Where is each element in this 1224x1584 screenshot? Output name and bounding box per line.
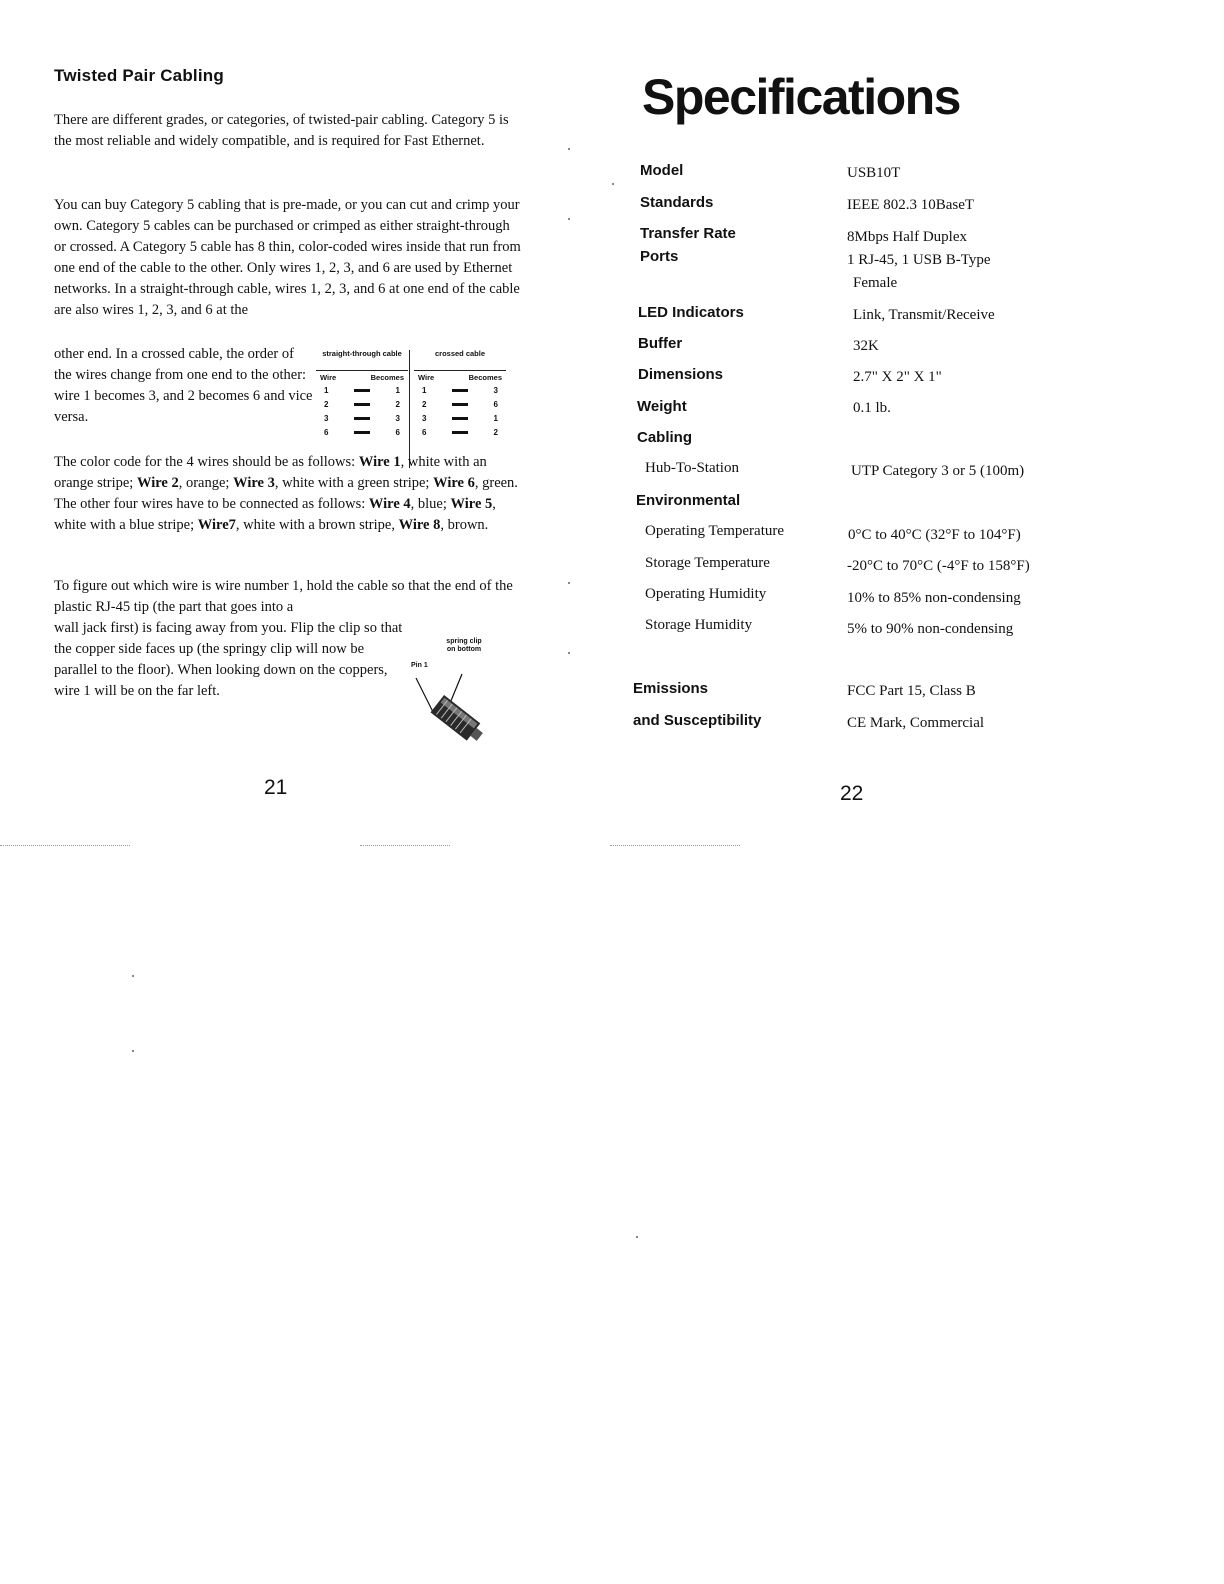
pin1-label: Pin 1 bbox=[411, 662, 428, 669]
wire-to: 1 bbox=[493, 413, 498, 423]
wire-to: 2 bbox=[493, 427, 498, 437]
wire-to: 6 bbox=[395, 427, 400, 437]
paragraph-wire-number: To figure out which wire is wire number 1, hold the cable so that the end of the plastic RJ-45 tip (the part that goes into a bbox=[54, 578, 513, 615]
arrow-icon bbox=[354, 389, 370, 392]
table-row bbox=[316, 397, 408, 411]
arrow-icon bbox=[354, 403, 370, 406]
table-row bbox=[316, 411, 408, 425]
crossed-column bbox=[414, 350, 506, 439]
spec-value-ports: 1 RJ-45, 1 USB B-Type bbox=[847, 252, 991, 268]
table-row bbox=[414, 425, 506, 439]
scan-artifact bbox=[132, 975, 134, 977]
paragraph-crossed-cable: other end. In a crossed cable, the order of the wires change from one end to the other: wire 1 becomes 3, and 2 becomes 6 and vice versa. bbox=[54, 346, 313, 425]
col-becomes: Becomes bbox=[370, 373, 404, 382]
page-number: 21 bbox=[264, 776, 288, 799]
table-header bbox=[414, 370, 506, 383]
spec-label-ports: Ports bbox=[640, 248, 679, 265]
wire-from: 2 bbox=[324, 399, 329, 409]
spec-label-storage-humidity: Storage Humidity bbox=[645, 617, 753, 633]
arrow-icon bbox=[452, 389, 468, 392]
wire-to: 6 bbox=[493, 399, 498, 409]
paragraph-category5: You can buy Category 5 cabling that is pre-made, or you can cut and crimp your own. Category 5 cables can be purchased or crimped as either straight-through or crossed. A Category 5 cable has 8 thin, color-coded wires inside that run from one end of the cable to the other. Only wires 1, 2, 3, and 6 are used by Ethernet networks. In a straight-through cable, wires 1, 2, 3, and 6 at one end of the cable are also wires 1, 2, 3, and 6 at the bbox=[54, 197, 521, 318]
spec-value-storage-temperature: -20°C to 70°C (-4°F to 158°F) bbox=[847, 558, 1030, 574]
col-wire: Wire bbox=[418, 373, 435, 382]
wire-from: 3 bbox=[324, 413, 329, 423]
wire-to: 3 bbox=[395, 413, 400, 423]
spec-label-storage-temperature: Storage Temperature bbox=[645, 555, 770, 571]
spec-value-operating-temperature: 0°C to 40°C (32°F to 104°F) bbox=[848, 527, 1021, 543]
spec-value-hub-to-station: UTP Category 3 or 5 (100m) bbox=[851, 463, 1025, 479]
table-row bbox=[414, 411, 506, 425]
scan-artifact bbox=[568, 218, 570, 220]
spec-value-susceptibility: CE Mark, Commercial bbox=[847, 715, 985, 731]
scan-artifact bbox=[568, 148, 570, 150]
spec-value-buffer: 32K bbox=[853, 338, 879, 354]
spec-value-ports-line2: Female bbox=[853, 275, 898, 291]
wire-from: 2 bbox=[422, 399, 427, 409]
arrow-icon bbox=[452, 417, 468, 420]
spec-value-emissions: FCC Part 15, Class B bbox=[847, 683, 976, 699]
page-number: 22 bbox=[840, 782, 864, 805]
crossed-title: crossed cable bbox=[434, 349, 486, 358]
spec-label-buffer: Buffer bbox=[638, 335, 683, 352]
spec-label-cabling: Cabling bbox=[637, 429, 692, 446]
table-row bbox=[414, 397, 506, 411]
arrow-icon bbox=[452, 403, 468, 406]
spec-label-transfer-rate: Transfer Rate bbox=[640, 225, 736, 242]
spec-value-operating-humidity: 10% to 85% non-condensing bbox=[847, 590, 1021, 606]
table-row bbox=[414, 383, 506, 397]
spec-value-transfer-rate: 8Mbps Half Duplex bbox=[847, 229, 967, 245]
scan-artifact bbox=[0, 845, 130, 847]
scan-artifact bbox=[568, 652, 570, 654]
spec-label-standards: Standards bbox=[640, 194, 714, 211]
straight-through-column bbox=[316, 350, 408, 439]
page-title: Specifications bbox=[642, 69, 960, 125]
spec-label-hub-to-station: Hub-To-Station bbox=[645, 460, 739, 476]
spec-label-environmental: Environmental bbox=[636, 492, 741, 509]
spec-value-weight: 0.1 lb. bbox=[853, 400, 891, 416]
spring-clip-label: spring clip on bottom bbox=[446, 638, 482, 653]
table-row bbox=[316, 425, 408, 439]
spec-value-led-indicators: Link, Transmit/Receive bbox=[853, 307, 995, 323]
spec-label-model: Model bbox=[640, 162, 684, 179]
arrow-icon bbox=[354, 417, 370, 420]
wire-from: 3 bbox=[422, 413, 427, 423]
arrow-icon bbox=[354, 431, 370, 434]
scan-artifact bbox=[360, 845, 450, 847]
col-becomes: Becomes bbox=[468, 373, 502, 382]
spec-label-led-indicators: LED Indicators bbox=[638, 304, 744, 321]
paragraph-color-code: The color code for the 4 wires should be as follows: Wire 1, white with an orange stripe; Wire 2, orange; Wire 3, white with a green stripe; Wire 6, green. The other four wires have to be connected as follows: Wire 4, blue; Wire 5, white with a blue stripe; Wire7, white with a brown stripe, Wire 8, brown. bbox=[54, 454, 518, 533]
spec-label-dimensions: Dimensions bbox=[638, 366, 724, 383]
spec-value-standards: IEEE 802.3 10BaseT bbox=[847, 197, 975, 213]
straight-through-title: straight-through cable bbox=[322, 349, 402, 358]
scan-artifact bbox=[612, 183, 614, 185]
table-header bbox=[316, 370, 408, 383]
spec-value-model: USB10T bbox=[847, 165, 901, 181]
paragraph-flip-clip: wall jack first) is facing away from you. Flip the clip so that the copper side faces up (the springy clip will now be parallel to the floor). When looking down on the coppers, wire 1 will be on the far left. bbox=[54, 620, 403, 699]
spec-value-dimensions: 2.7" X 2" X 1" bbox=[853, 369, 942, 385]
wire-from: 1 bbox=[324, 385, 329, 395]
paragraph-categories: There are different grades, or categories, of twisted-pair cabling. Category 5 is the most reliable and widely compatible, and is required for Fast Ethernet. bbox=[54, 112, 509, 149]
rj45-connector-icon bbox=[404, 636, 494, 742]
wire-to: 1 bbox=[395, 385, 400, 395]
section-heading: Twisted Pair Cabling bbox=[54, 66, 224, 85]
wire-from: 6 bbox=[422, 427, 427, 437]
spec-label-susceptibility: and Susceptibility bbox=[633, 712, 762, 729]
scan-artifact bbox=[568, 582, 570, 584]
wire-from: 1 bbox=[422, 385, 427, 395]
arrow-icon bbox=[452, 431, 468, 434]
spec-label-emissions: Emissions bbox=[633, 680, 709, 697]
spec-label-operating-temperature: Operating Temperature bbox=[645, 523, 785, 539]
spec-label-operating-humidity: Operating Humidity bbox=[645, 586, 767, 602]
spec-label-weight: Weight bbox=[637, 398, 687, 415]
wire-mapping-table bbox=[316, 350, 508, 468]
scan-artifact bbox=[610, 845, 740, 847]
scan-artifact bbox=[132, 1050, 134, 1052]
table-row bbox=[316, 383, 408, 397]
spec-value-storage-humidity: 5% to 90% non-condensing bbox=[847, 621, 1014, 637]
col-wire: Wire bbox=[320, 373, 337, 382]
table-divider bbox=[409, 350, 410, 468]
wire-from: 6 bbox=[324, 427, 329, 437]
wire-to: 2 bbox=[395, 399, 400, 409]
wire-to: 3 bbox=[493, 385, 498, 395]
scan-artifact bbox=[636, 1236, 638, 1238]
